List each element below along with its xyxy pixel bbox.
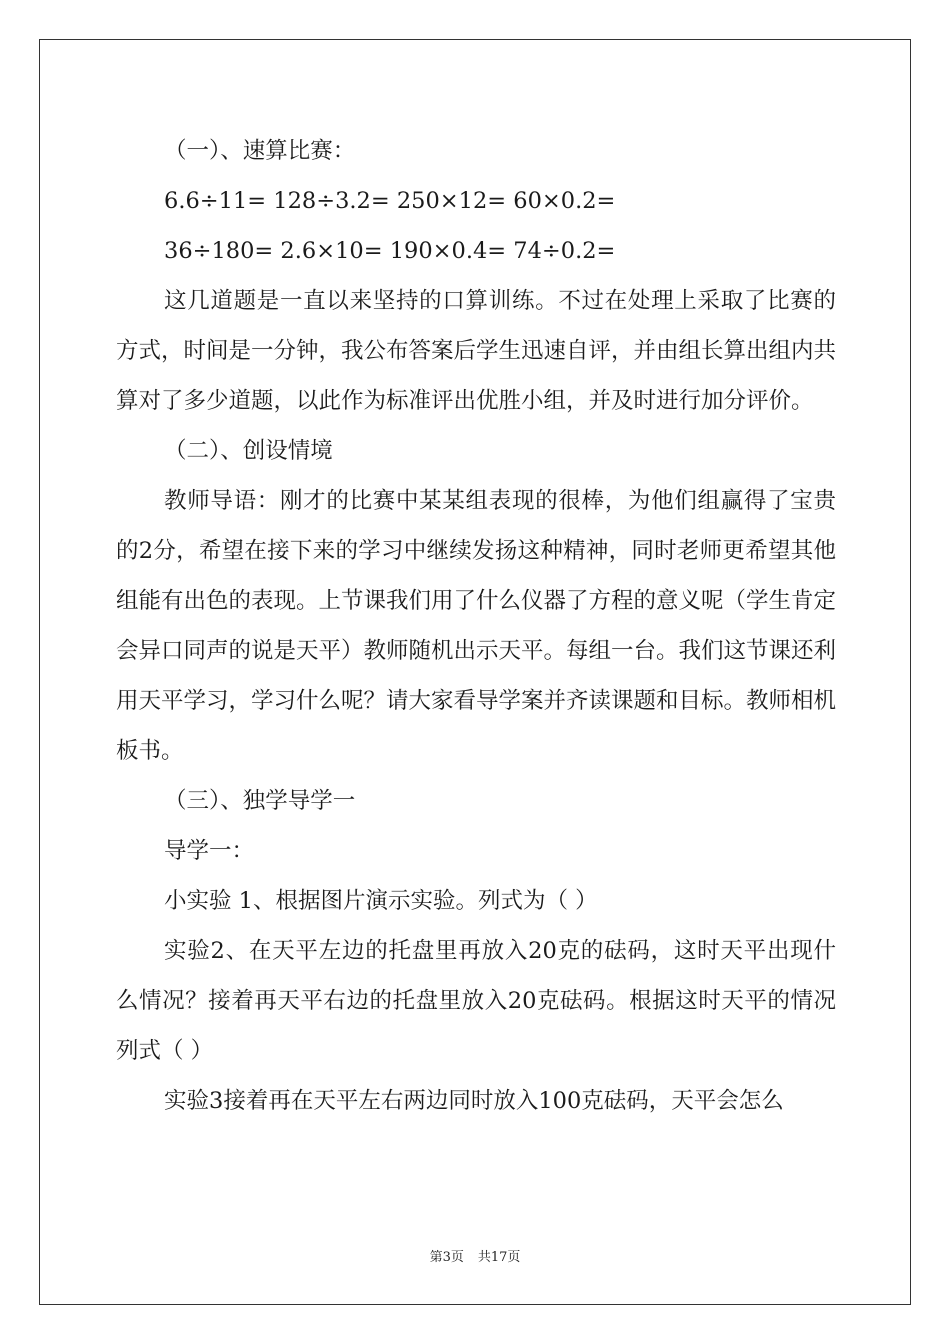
paragraph-teacher-intro: 教师导语：刚才的比赛中某某组表现的很棒，为他们组赢得了宝贵的2分，希望在接下来的学习中继续发扬这种精神，同时老师更希望其他组能有出色的表现。上节课我们用了什么仪器了方程的意义呢（学生肯定会异口同声的说是天平）教师随机出示天平。每组一台。我们这节课还利用天平学习，学习什么呢？请大家看导学案并齐读课题和目标。教师相机板书。 [116, 488, 837, 764]
section-heading-self-study: （三）、独学导学一 [164, 788, 356, 814]
section-heading-speed-contest: （一）、速算比赛： [164, 138, 356, 164]
document-body [116, 126, 836, 1126]
paragraph-guide-one: 导学一： [164, 838, 255, 864]
page-total: 共17页 [477, 1250, 521, 1265]
math-problems-row-2: 36÷180= 2.6×10= 190×0.4= 74÷0.2= [164, 238, 616, 264]
section-heading-create-scenario: （二）、创设情境 [164, 438, 333, 464]
page-number: 第3页 [429, 1250, 464, 1265]
math-problems-row-1: 6.6÷11= 128÷3.2= 250×12= 60×0.2= [164, 188, 616, 214]
paragraph-experiment-1: 小实验 1、根据图片演示实验。列式为（ ） [164, 888, 598, 914]
paragraph-oral-training: 这几道题是一直以来坚持的口算训练。不过在处理上采取了比赛的方式，时间是一分钟，我公布答案后学生迅速自评，并由组长算出组内共算对了多少道题，以此作为标准评出优胜小组，并及时进行加分评价。 [116, 288, 837, 414]
paragraph-experiment-3: 实验3接着再在天平左右两边同时放入100克砝码，天平会怎么 [164, 1088, 784, 1114]
page-footer [0, 1246, 950, 1265]
paragraph-experiment-2: 实验2、在天平左边的托盘里再放入20克的砝码，这时天平出现什么情况？接着再天平右边的托盘里放入20克砝码。根据这时天平的情况列式（ ） [116, 938, 836, 1064]
